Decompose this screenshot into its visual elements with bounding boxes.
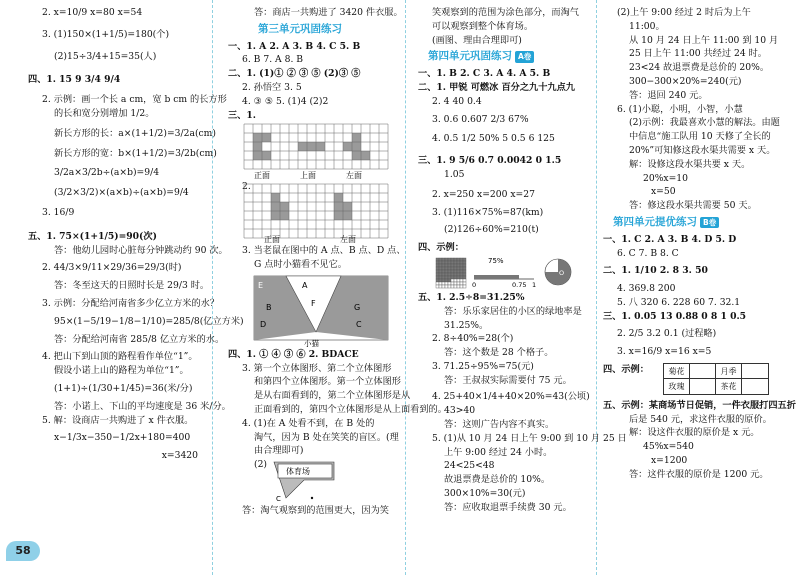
text-line: 3. 示例：分配给河南省多少亿立方米的水？ bbox=[42, 297, 220, 309]
text-line: 答：乐乐家居住的小区的绿地率是 bbox=[444, 305, 582, 317]
figure-label: 左面 bbox=[340, 235, 356, 245]
unit-title bbox=[428, 49, 590, 65]
point-a bbox=[311, 497, 313, 499]
text-line: 4. 369.8 200 bbox=[617, 283, 676, 295]
text-line: 三、1. 9 5/6 0.7 0.0042 0 1.5 bbox=[418, 155, 562, 167]
text-line: 3. (1)116×75%=87(km) bbox=[432, 206, 544, 218]
text-line: (3/2×3/2)×(a×b)÷(a×b)=9/4 bbox=[54, 187, 189, 199]
text-line: 5. 八 320 6. 228 60 7. 32.1 bbox=[617, 296, 741, 308]
text-line: 3/2a×3/2b÷(a×b)=9/4 bbox=[54, 167, 160, 179]
section-heading: 五、1. 75×(1+1/5)=90(次) bbox=[28, 230, 157, 242]
text-line: 四、1. ① ④ ③ ⑥ 2. BDACE bbox=[228, 348, 359, 360]
text-line: 20%”可知修这段水渠共需要 x 天。 bbox=[629, 144, 776, 156]
garden-cell bbox=[742, 379, 768, 394]
text-line: 11:00。 bbox=[629, 20, 665, 32]
text-line: 2. x=10/9 x=80 x=54 bbox=[42, 7, 143, 18]
text-line: 答：这件衣服的原价是 1200 元。 bbox=[629, 468, 769, 480]
text-line: 31.25%。 bbox=[444, 319, 489, 331]
text-line: (2)15÷3/4+15=35(人) bbox=[54, 50, 157, 62]
text-line: 新长方形的宽：b×(1+1/2)=3/2b(cm) bbox=[54, 147, 217, 159]
figure-label: 左面 bbox=[346, 171, 362, 181]
garden-cell bbox=[742, 364, 768, 379]
point-label: E bbox=[258, 280, 264, 290]
text-line: 一、1. B 2. C 3. A 4. A 5. B bbox=[418, 68, 551, 80]
text-line: 23<24 故退票费是总价的 20%。 bbox=[629, 62, 770, 74]
text-line: 答：商店一共购进了 3420 件衣服。 bbox=[254, 7, 403, 18]
garden-cell bbox=[690, 364, 716, 379]
text-line: 故退票费是总价的 10%。 bbox=[444, 474, 551, 486]
text-line: 300−300×20%=240(元) bbox=[629, 75, 742, 87]
text-line: 后是 540 元，求这件衣服的原价。 bbox=[629, 413, 772, 425]
text-line: 答：这则广告内容不真实。 bbox=[444, 419, 555, 431]
text-line: 答：应收取退票手续费 30 元。 bbox=[444, 501, 572, 513]
text-line: 和第四个立体图形。第一个立体图形 bbox=[254, 376, 401, 388]
text-line: G 点时小猫看不见它。 bbox=[254, 258, 347, 270]
text-line: 2. 8÷40%=28(个) bbox=[432, 333, 514, 345]
point-label: G bbox=[354, 302, 361, 312]
text-line: 6. C 7. B 8. C bbox=[617, 247, 679, 259]
text-line: 五、示例：某商场节日促销，一件衣服打四五折 bbox=[603, 399, 796, 411]
text-line: 6. B 7. A 8. B bbox=[242, 54, 304, 66]
text-line: 2. 44/3×9/11×29/36=29/3(时) bbox=[42, 262, 182, 274]
circle-center: O bbox=[559, 268, 565, 277]
text-line: x−1/3x−350−1/2x+180=400 bbox=[54, 432, 191, 444]
text-line: (2) bbox=[254, 459, 268, 471]
text-line: 3. 16/9 bbox=[42, 206, 75, 218]
text-line: 24<25<48 bbox=[444, 460, 495, 472]
text-line: 答：冬至这天的日照时长是 29/3 时。 bbox=[54, 280, 210, 292]
text-line: 3. x=16/9 x=16 x=5 bbox=[617, 346, 712, 358]
text-line: 一、1. C 2. A 3. B 4. D 5. D bbox=[603, 233, 737, 245]
text-line: x=50 bbox=[651, 186, 676, 198]
text-line: 笑观察到的范围为涂色部分，而淘气 bbox=[432, 7, 579, 18]
text-line: 五、1. 2.5÷8=31.25% bbox=[418, 291, 525, 303]
text-line: 答：修这段水渠共需要 50 天。 bbox=[629, 200, 757, 212]
text-line: 2. 4 40 0.4 bbox=[432, 95, 482, 107]
text-line: 二、1. 1/10 2. 8 3. 50 bbox=[603, 265, 708, 277]
text-line: 是从右面看到的，第二个立体图形是从 bbox=[254, 390, 411, 402]
figure-label: 正面 bbox=[264, 235, 280, 245]
point-c: C bbox=[276, 494, 281, 503]
text-line: (2)示例：我最喜欢小慧的解法。由题 bbox=[629, 117, 780, 129]
text-line: 5. (1)从 10 月 24 日上午 9:00 到 10 月 25 日 bbox=[432, 432, 627, 444]
figure-label: 上面 bbox=[300, 171, 316, 181]
section-heading: 四、1. 15 9 3/4 9/4 bbox=[28, 74, 121, 86]
text-line: 上午 9:00 经过 24 小时。 bbox=[444, 446, 553, 458]
garden-cell bbox=[690, 379, 716, 394]
text-line: 答：这个数是 28 个格子。 bbox=[444, 347, 554, 359]
text-line: 2. 孙悟空 3. 5 bbox=[242, 81, 302, 93]
text-line: 300×10%=30(元) bbox=[444, 488, 526, 500]
text-line: 一、1. A 2. A 3. B 4. C 5. B bbox=[228, 40, 361, 52]
percent-label: 75% bbox=[488, 256, 504, 265]
answer-column-3 bbox=[418, 6, 627, 515]
axis-decimal: 0.75 bbox=[512, 280, 527, 289]
unit-title-text: 第四单元巩固练习 bbox=[428, 50, 512, 63]
text-line: 三、1. bbox=[228, 109, 256, 121]
grid-figure-1 bbox=[242, 122, 410, 180]
text-line: 4. 0.5 1/2 50% 5 0.5 6 125 bbox=[432, 133, 555, 145]
text-line: 淘气，因为 B 处在笑笑的盲区。(理 bbox=[254, 431, 399, 443]
stadium-label: 体育场 bbox=[286, 466, 310, 476]
text-line: 2. 2/5 3.2 0.1 (过程略) bbox=[617, 328, 717, 340]
text-line: x=3420 bbox=[161, 450, 198, 462]
text-line: 答：他幼儿园时心脏每分钟跳动约 90 次。 bbox=[54, 244, 228, 256]
text-line: 4. ③ ⑤ 5. (1)4 (2)2 bbox=[242, 95, 329, 107]
text-line: (1+1)÷(1/30+1/45)=36(米/分) bbox=[54, 382, 193, 394]
text-line: 答：淘气观察到的范围更大，因为笑 bbox=[242, 504, 389, 516]
text-line: 95×(1−5/19−1/8−1/10)=285/8(亿立方米) bbox=[54, 315, 244, 327]
text-line: 4. 把山下到山顶的路程看作单位“1”。 bbox=[42, 351, 198, 363]
text-line: 假设小诺上山的路程为单位“1”。 bbox=[54, 365, 189, 377]
point-label: D bbox=[260, 319, 267, 329]
text-line: 3. (1)150×(1+1/5)=180(个) bbox=[42, 28, 170, 40]
text-line: 三、1. 0.05 13 0.88 0 8 1 0.5 bbox=[603, 310, 747, 322]
text-line: 3. 第一个立体图形、第二个立体图形 bbox=[242, 362, 392, 374]
level-badge: A卷 bbox=[515, 51, 534, 62]
column-divider-3 bbox=[596, 0, 597, 575]
text-line: 4. (1)在 A 处看不到，在 B 处的 bbox=[242, 417, 375, 429]
text-line: x=1200 bbox=[651, 455, 688, 467]
text-line: 可以观察到整个体育场。 bbox=[432, 20, 534, 32]
text-line: 解：设这件衣服的原价是 x 元。 bbox=[629, 427, 760, 439]
text-line: 4. 25+40×1/4+40×20%=43(公顷) bbox=[432, 391, 590, 403]
garden-grid bbox=[663, 363, 769, 395]
text-line: 的长和宽分别增加 1/2。 bbox=[54, 107, 155, 119]
garden-cell: 玫瑰 bbox=[664, 379, 690, 394]
text-line: 20%x=10 bbox=[643, 172, 688, 184]
page-number: 58 bbox=[6, 541, 40, 561]
column-divider-1 bbox=[212, 0, 213, 575]
point-label: B bbox=[266, 302, 272, 312]
unit-title bbox=[613, 215, 781, 231]
text-line: 2. 示例：画一个长 a cm，宽 b cm 的长方形 bbox=[42, 94, 227, 106]
text-line: 2. x=250 x=200 x=27 bbox=[432, 188, 535, 200]
text-line: 1.05 bbox=[444, 168, 465, 180]
text-line: 新长方形的长：a×(1+1/2)=3/2a(cm) bbox=[54, 127, 216, 139]
text-line: 5. 解：设商店一共购进了 x 件衣服。 bbox=[42, 414, 194, 426]
text-line: 二、1. 甲锐 可燃冰 百分之九十九点九 bbox=[418, 81, 575, 93]
garden-cell: 月季 bbox=[716, 364, 742, 379]
text-line: 答：小诺上、下山的平均速度是 36 米/分。 bbox=[54, 400, 231, 412]
text-line: 由合理即可) bbox=[254, 445, 304, 457]
point-label: C bbox=[356, 319, 362, 329]
text-line: 解：设修这段水渠共要 x 天。 bbox=[629, 158, 751, 170]
text-line: 四、示例： bbox=[418, 242, 464, 254]
text-line: 3. 71.25÷95%=75(元) bbox=[432, 360, 534, 372]
text-line: 答：王叔叔实际需要付 75 元。 bbox=[444, 374, 572, 386]
text-line: (2)126÷60%=210(t) bbox=[444, 224, 539, 236]
text-line: 2. bbox=[242, 181, 251, 193]
text-line: 3. 0.6 0.607 2/3 67% bbox=[432, 113, 529, 125]
percent-figure bbox=[434, 255, 594, 291]
figure-label: 正面 bbox=[254, 171, 270, 181]
text-line: 二、1. (1)① ② ③ ⑤ (2)③ ⑤ bbox=[228, 68, 361, 80]
text-line: 正面看到的，第四个立体图形是从上面看到的。 bbox=[254, 403, 447, 415]
text-line: 从 10 月 24 日上午 11:00 到 10 月 bbox=[629, 34, 779, 46]
text-line: 中信息“施工队用 10 天修了全长的 bbox=[629, 131, 771, 143]
cat-label: 小猫 bbox=[304, 338, 319, 348]
answer-column-4 bbox=[603, 6, 796, 482]
axis-zero: 0 bbox=[472, 280, 477, 289]
text-line: 43>40 bbox=[444, 405, 476, 417]
stadium-figure bbox=[264, 458, 414, 504]
text-line: (画图、理由合理即可) bbox=[432, 34, 522, 46]
text-line: 答：分配给河南省 285/8 亿立方米的水。 bbox=[54, 333, 225, 345]
axis-one: 1 bbox=[532, 280, 537, 289]
unit-title-text: 第四单元提优练习 bbox=[613, 215, 697, 228]
level-badge: B卷 bbox=[700, 217, 719, 228]
view-blind-spot-figure bbox=[246, 272, 396, 348]
text-line: 6. (1)小聪，小明，小智，小慧 bbox=[617, 103, 743, 115]
text-line: 45%x=540 bbox=[643, 441, 694, 453]
point-label: F bbox=[311, 298, 316, 308]
text-line: 3. 当老鼠在图中的 A 点、B 点、D 点、 bbox=[242, 245, 406, 257]
text-line: 答：退回 240 元。 bbox=[629, 89, 708, 101]
text-line: (2)上午 9:00 经过 2 时后为上午 bbox=[617, 7, 751, 18]
unit-title: 第三单元巩固练习 bbox=[258, 22, 342, 35]
garden-cell: 菊花 bbox=[664, 364, 690, 379]
text-line: 四、示例： bbox=[603, 364, 649, 376]
point-label: A bbox=[302, 280, 308, 290]
garden-cell: 茶花 bbox=[716, 379, 742, 394]
grid-figure-2 bbox=[242, 182, 410, 244]
text-line: 25 日上午 11:00 共经过 24 时。 bbox=[629, 48, 767, 60]
